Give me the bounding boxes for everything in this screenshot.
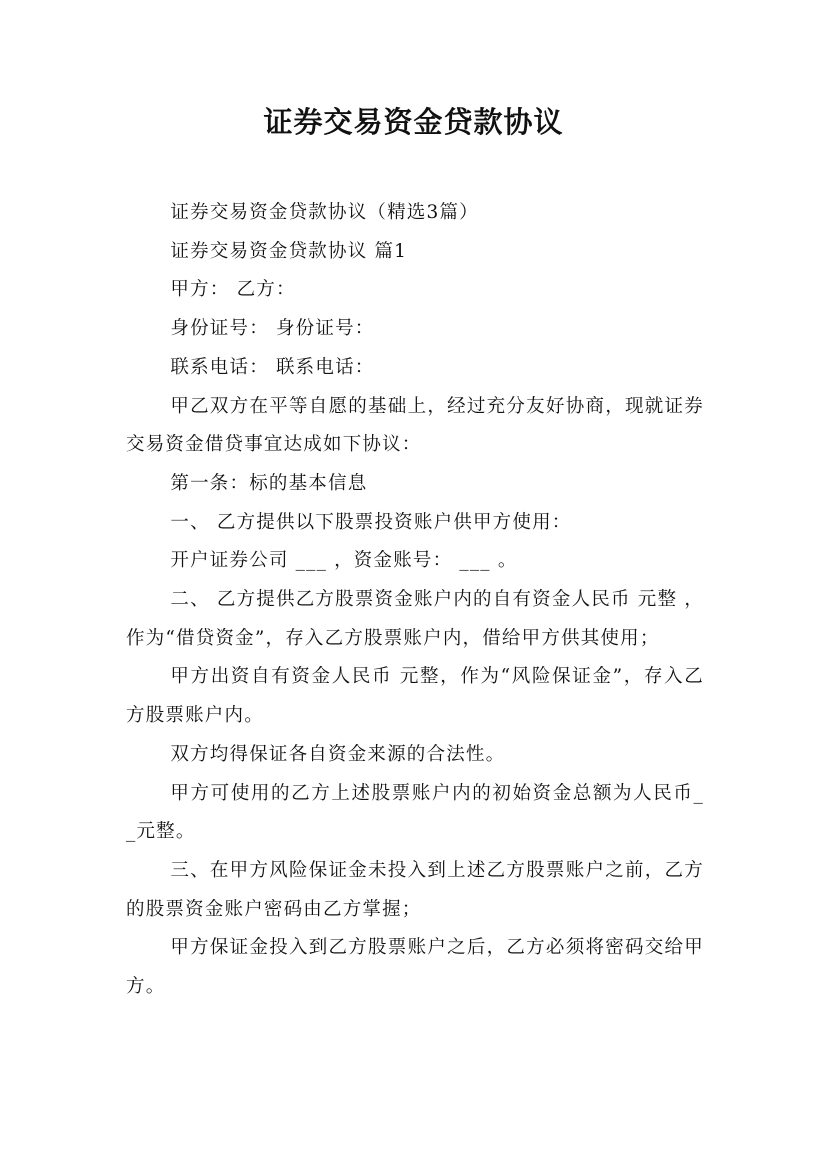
- paragraph-item-two: 二、 乙方提供乙方股票资金账户内的自有资金人民币 元整 ，作为“借贷资金”，存入乙方股票账户内，借给甲方供其使用；: [126, 589, 704, 649]
- paragraph-section-heading: 证券交易资金贷款协议 篇1: [170, 240, 408, 262]
- paragraph-item-three: 三、在甲方风险保证金未投入到上述乙方股票账户之前，乙方的股票资金账户密码由乙方掌握；: [126, 859, 704, 920]
- paragraph-preamble: 甲乙双方在平等自愿的基础上，经过充分友好协商，现就证券交易资金借贷事宜达成如下协议：: [126, 395, 704, 456]
- paragraph-initial-funds: 甲方可使用的乙方上述股票账户内的初始资金总额为人民币_ _元整。: [126, 782, 704, 843]
- document-title: 证券交易资金贷款协议: [263, 105, 564, 139]
- paragraph-id-numbers: 身份证号： 身份证号：: [170, 318, 375, 340]
- paragraph-password-handover: 甲方保证金投入到乙方股票账户之后，乙方必须将密码交给甲方。: [126, 937, 704, 998]
- document-body: [126, 194, 704, 1007]
- paragraph-phones: 联系电话： 联系电话：: [170, 356, 375, 378]
- paragraph-risk-deposit: 甲方出资自有资金人民币 元整，作为“风险保证金”，存入乙方股票账户内。: [126, 666, 704, 727]
- paragraph-parties: 甲方： 乙方：: [170, 279, 296, 301]
- paragraph-subtitle: 证券交易资金贷款协议（精选3篇）: [170, 202, 479, 223]
- paragraph-item-one: 一、 乙方提供以下股票投资账户供甲方使用：: [170, 511, 572, 533]
- paragraph-account-info: 开户证券公司 ___ ，资金账号： ___ 。: [170, 550, 518, 572]
- paragraph-article-one: 第一条：标的基本信息: [170, 472, 368, 494]
- paragraph-legality: 双方均得保证各自资金来源的合法性。: [170, 743, 506, 765]
